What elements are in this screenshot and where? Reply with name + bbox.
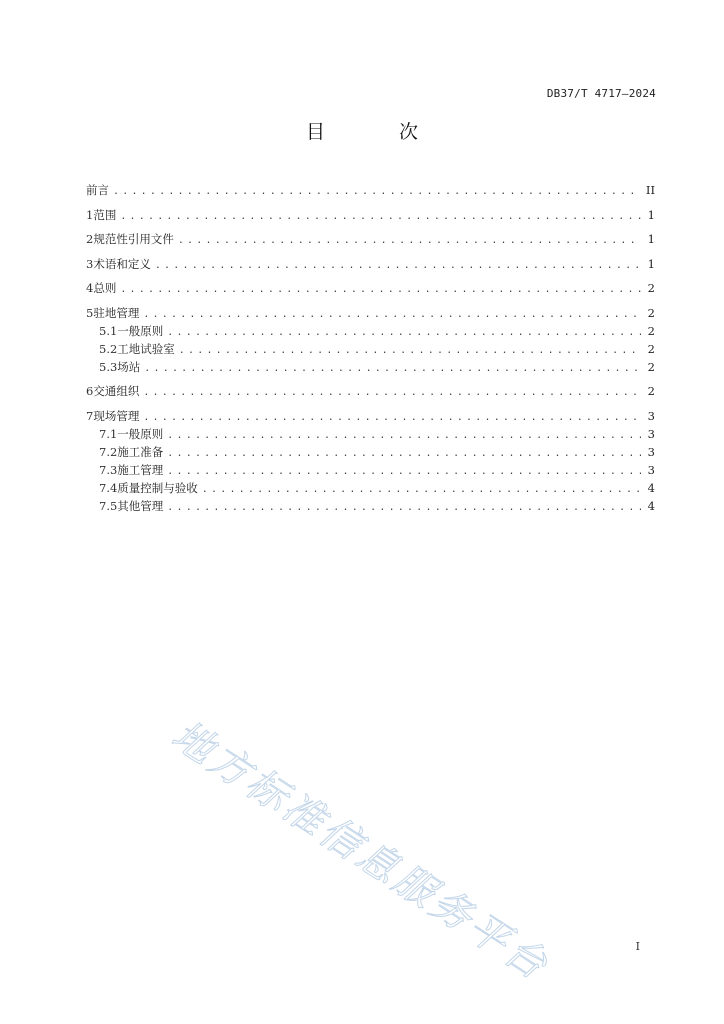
toc-item-label: 一般原则 (117, 323, 164, 338)
toc-leader-dots (144, 360, 641, 378)
toc-item-7-5[interactable] (86, 497, 655, 515)
toc-item-label: 质量控制与验收 (117, 480, 198, 495)
toc-item-label: 施工管理 (117, 462, 164, 477)
toc-leader-dots (179, 342, 641, 360)
toc-leader-dots (167, 445, 641, 463)
toc-item-page: 2 (647, 341, 655, 356)
toc-item-number: 7.2 (99, 444, 118, 459)
toc-item-number: 7 (86, 408, 94, 423)
toc-leader-dots (167, 463, 641, 481)
toc-item-number: 5.1 (99, 323, 118, 338)
toc-item-number: 5 (86, 305, 94, 320)
toc-item-label: 施工准备 (117, 444, 164, 459)
watermark: 地方标准信息服务平台 (163, 712, 558, 991)
toc-item-page: 4 (647, 480, 655, 495)
toc-item-1[interactable] (86, 206, 655, 224)
toc-item-number: 1 (86, 207, 94, 222)
toc-item-number: 3 (86, 256, 94, 271)
toc-item-page: 3 (647, 426, 655, 441)
toc-item-label: 前言 (86, 183, 109, 197)
toc-leader-dots (167, 499, 641, 517)
toc-item-3[interactable] (86, 255, 655, 273)
toc-item-page: 3 (647, 444, 655, 459)
toc-item-preface[interactable] (86, 181, 655, 199)
toc-item-label: 一般原则 (117, 426, 164, 441)
toc-item-label: 规范性引用文件 (93, 232, 174, 246)
toc-item-number: 5.2 (99, 341, 118, 356)
page-title: 目 次 (305, 121, 453, 143)
toc-item-number: 7.1 (99, 426, 118, 441)
toc-item-5-3[interactable] (86, 358, 655, 376)
toc-item-label: 其他管理 (117, 498, 164, 513)
toc-item-page: 2 (647, 323, 655, 338)
toc-item-7-3[interactable] (86, 461, 655, 479)
toc-item-label: 术语和定义 (93, 256, 151, 271)
toc-item-number: 5.3 (99, 359, 118, 374)
toc-item-label: 现场管理 (93, 408, 140, 423)
toc-leader-dots (202, 481, 641, 499)
toc-item-number: 2 (86, 232, 94, 246)
toc-item-number: 6 (86, 384, 94, 398)
toc-item-page: 2 (647, 359, 655, 374)
toc-item-page: 3 (647, 462, 655, 477)
toc-item-7-1[interactable] (86, 425, 655, 443)
toc-item-4[interactable] (86, 279, 655, 297)
toc-item-5-1[interactable] (86, 322, 655, 340)
toc-leader-dots (143, 384, 641, 402)
toc-leader-dots (155, 257, 641, 275)
toc-leader-dots (143, 306, 641, 324)
toc-item-page: 3 (647, 408, 655, 423)
toc-item-5[interactable] (86, 304, 655, 322)
toc-item-5-2[interactable] (86, 340, 655, 358)
toc-item-page: 2 (647, 384, 655, 398)
toc-item-label: 范围 (93, 207, 117, 222)
toc-item-label: 场站 (117, 359, 141, 374)
toc-item-label: 交通组织 (93, 384, 140, 398)
toc-leader-dots (167, 324, 641, 342)
toc-item-7-2[interactable] (86, 443, 655, 461)
toc-item-2[interactable] (86, 230, 655, 248)
toc-leader-dots (120, 208, 641, 226)
toc-item-number: 7.3 (99, 462, 118, 477)
toc-leader-dots (178, 232, 641, 250)
toc-item-number: 7.4 (99, 480, 118, 495)
toc-item-page: 2 (647, 281, 655, 295)
toc-leader-dots (113, 183, 640, 201)
toc-item-label: 总则 (93, 281, 117, 295)
toc-item-7-4[interactable] (86, 479, 655, 497)
toc-leader-dots (167, 427, 641, 445)
toc-item-page: 1 (647, 256, 655, 271)
page-number: I (635, 940, 640, 953)
toc-item-page: 1 (647, 207, 655, 222)
toc-item-label: 驻地管理 (93, 305, 140, 320)
toc-item-page: 2 (647, 305, 655, 320)
toc-item-page: 4 (647, 498, 655, 513)
toc-item-label: 工地试验室 (117, 341, 175, 356)
toc-item-page: 1 (647, 232, 655, 246)
toc-item-7[interactable] (86, 407, 655, 425)
standard-code: DB37/T 4717—2024 (546, 87, 656, 100)
toc-item-page: II (645, 183, 655, 197)
toc-item-number: 4 (86, 281, 94, 295)
toc-item-6[interactable] (86, 382, 655, 400)
toc-leader-dots (143, 409, 641, 427)
toc-leader-dots (120, 281, 641, 299)
table-of-contents (86, 181, 655, 515)
toc-item-number: 7.5 (99, 498, 118, 513)
